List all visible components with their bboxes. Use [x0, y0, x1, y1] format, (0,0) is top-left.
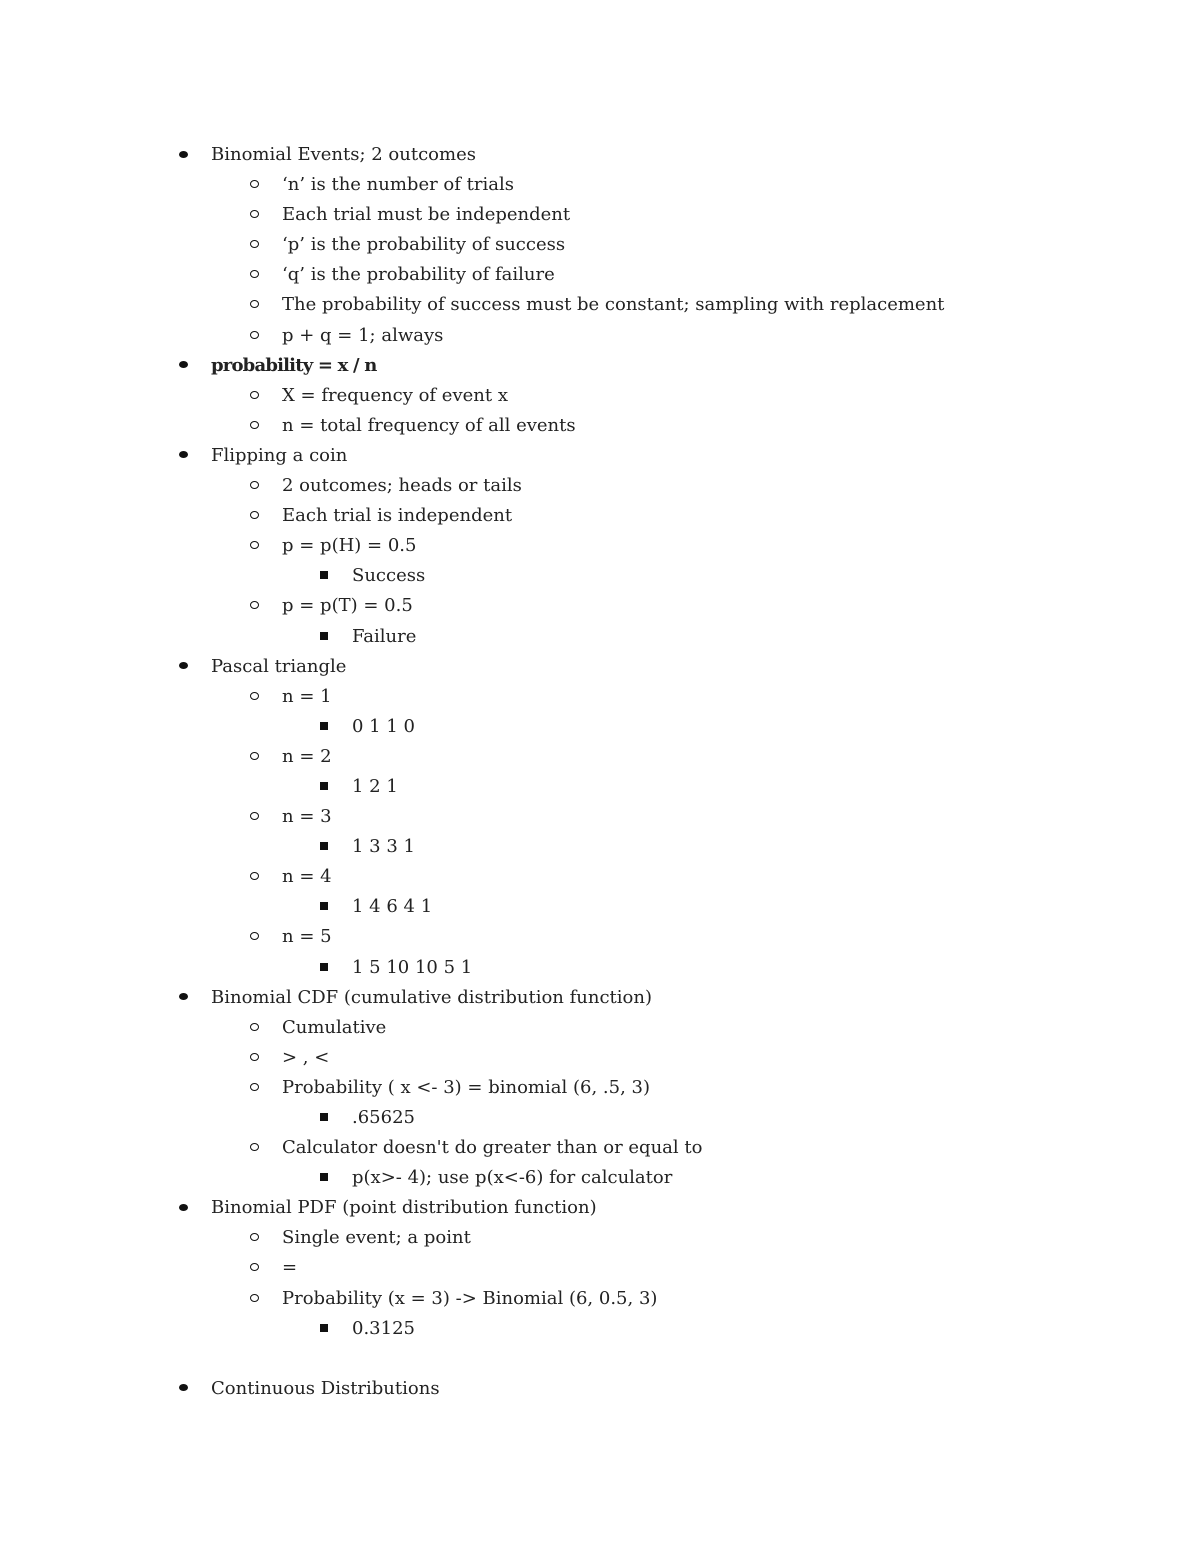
list-item-text: Cumulative	[282, 1016, 387, 1038]
list-item-text: p = p(T) = 0.5	[282, 595, 413, 617]
list-item-text: Binomial Events; 2 outcomes	[211, 144, 476, 165]
list-item-level-3	[0, 892, 1200, 922]
bullet-mark	[320, 1324, 328, 1332]
list-item-level-1	[0, 652, 1200, 682]
square-bullet-icon	[314, 561, 334, 591]
list-item-text: ‘n’ is the number of trials	[282, 174, 514, 196]
list-item-text: 1 4 6 4 1	[352, 896, 433, 918]
hollow-circle-bullet-icon	[244, 682, 264, 712]
hollow-circle-bullet-icon	[244, 381, 264, 411]
list-item-level-2	[0, 862, 1200, 892]
list-item-text: The probability of success must be constant; sampling with replacement	[282, 294, 945, 316]
hollow-circle-bullet-icon	[244, 501, 264, 531]
list-item-level-2	[0, 802, 1200, 832]
list-item-level-2	[0, 1223, 1200, 1253]
list-item-level-3	[0, 832, 1200, 862]
hollow-circle-bullet-icon	[244, 1223, 264, 1253]
list-item-text: Failure	[352, 625, 417, 647]
list-item-text: > , <	[282, 1046, 330, 1068]
bullet-mark	[250, 481, 259, 489]
hollow-circle-bullet-icon	[244, 200, 264, 230]
bullet-mark	[250, 331, 259, 339]
list-item-text: Flipping a coin	[211, 444, 348, 466]
bullet-mark	[250, 1053, 259, 1061]
square-bullet-icon	[314, 1103, 334, 1133]
bullet-mark	[250, 692, 259, 700]
bullet-mark	[250, 511, 259, 519]
list-item-level-3	[0, 561, 1200, 591]
blank-line	[0, 1344, 1200, 1374]
square-bullet-icon	[314, 953, 334, 983]
list-item-text: n = 3	[282, 806, 332, 828]
list-item-level-2	[0, 501, 1200, 531]
list-item-text: .65625	[352, 1107, 415, 1128]
bullet-mark	[250, 1023, 259, 1031]
hollow-circle-bullet-icon	[244, 1253, 264, 1283]
list-item-text: 1 2 1	[352, 775, 398, 797]
list-item-level-2	[0, 1043, 1200, 1073]
square-bullet-icon	[314, 1163, 334, 1193]
bullet-mark	[179, 662, 188, 669]
hollow-circle-bullet-icon	[244, 1284, 264, 1314]
bullet-mark	[179, 1204, 188, 1211]
list-item-text: n = 2	[282, 745, 332, 767]
bullet-mark	[250, 541, 259, 549]
list-item-level-3	[0, 1103, 1200, 1133]
list-item-text: 2 outcomes; heads or tails	[282, 475, 522, 497]
list-item-level-2	[0, 471, 1200, 501]
list-item-level-2	[0, 1073, 1200, 1103]
square-bullet-icon	[314, 712, 334, 742]
hollow-circle-bullet-icon	[244, 471, 264, 501]
hollow-circle-bullet-icon	[244, 531, 264, 561]
bullet-mark	[250, 752, 259, 760]
list-item-text: =	[282, 1257, 298, 1279]
bullet-mark	[320, 963, 328, 971]
hollow-circle-bullet-icon	[244, 260, 264, 290]
list-item-text: Probability ( x <- 3) = binomial (6, .5, 3)	[282, 1076, 650, 1098]
list-item-text: n = total frequency of all events	[282, 414, 576, 436]
bullet-mark	[179, 451, 188, 458]
list-item-level-2	[0, 1013, 1200, 1043]
list-item-level-1	[0, 983, 1200, 1013]
bullet-mark	[250, 1263, 259, 1271]
filled-circle-bullet-icon	[173, 1193, 193, 1223]
bullet-mark	[250, 1083, 259, 1091]
hollow-circle-bullet-icon	[244, 802, 264, 832]
list-item-text: ‘q’ is the probability of failure	[282, 264, 555, 286]
bullet-mark	[250, 391, 259, 399]
list-item-text: Continuous Distributions	[211, 1377, 440, 1399]
list-item-level-1	[0, 1374, 1200, 1404]
list-item-level-1	[0, 140, 1200, 170]
hollow-circle-bullet-icon	[244, 1013, 264, 1043]
bullet-mark	[250, 601, 259, 609]
list-item-text: p(x>- 4); use p(x<-6) for calculator	[352, 1167, 673, 1189]
list-item-level-2	[0, 591, 1200, 621]
square-bullet-icon	[314, 1314, 334, 1344]
hollow-circle-bullet-icon	[244, 170, 264, 200]
bullet-mark	[179, 993, 188, 1000]
list-item-level-1	[0, 441, 1200, 471]
list-item-text: Binomial CDF (cumulative distribution function)	[211, 986, 652, 1008]
bullet-mark	[250, 240, 259, 248]
square-bullet-icon	[314, 832, 334, 862]
list-item-level-3	[0, 1163, 1200, 1193]
bullet-mark	[250, 812, 259, 820]
list-item-level-2	[0, 1284, 1200, 1314]
bullet-mark	[320, 571, 328, 579]
list-item-text: ‘p’ is the probability of success	[282, 234, 566, 256]
list-item-text: 0.3125	[352, 1317, 415, 1339]
list-item-level-2	[0, 1253, 1200, 1283]
list-item-text: Each trial must be independent	[282, 204, 571, 226]
hollow-circle-bullet-icon	[244, 742, 264, 772]
list-item-text: Pascal triangle	[211, 655, 347, 677]
bullet-mark	[179, 151, 188, 158]
bullet-mark	[250, 872, 259, 880]
bullet-mark	[320, 782, 328, 790]
bullet-mark	[179, 361, 188, 368]
list-item-text: probability = x / n	[211, 354, 377, 376]
list-item-level-1	[0, 1193, 1200, 1223]
filled-circle-bullet-icon	[173, 140, 193, 170]
square-bullet-icon	[314, 622, 334, 652]
list-item-text: Single event; a point	[282, 1227, 471, 1249]
square-bullet-icon	[314, 772, 334, 802]
hollow-circle-bullet-icon	[244, 1133, 264, 1163]
list-item-level-3	[0, 953, 1200, 983]
document-page	[0, 140, 1200, 1404]
hollow-circle-bullet-icon	[244, 1073, 264, 1103]
bullet-mark	[320, 632, 328, 640]
list-item-level-2	[0, 922, 1200, 952]
square-bullet-icon	[314, 892, 334, 922]
list-item-level-2	[0, 411, 1200, 441]
filled-circle-bullet-icon	[173, 1374, 193, 1404]
bullet-mark	[250, 1294, 259, 1302]
list-item-text: 1 5 10 10 5 1	[352, 956, 473, 978]
bullet-mark	[250, 932, 259, 940]
bullet-mark	[250, 300, 259, 308]
bullet-mark	[320, 1113, 328, 1121]
hollow-circle-bullet-icon	[244, 411, 264, 441]
bullet-mark	[179, 1384, 188, 1391]
list-item-text: Probability (x = 3) -> Binomial (6, 0.5, 3)	[282, 1287, 658, 1309]
list-item-level-3	[0, 772, 1200, 802]
list-item-text: n = 1	[282, 685, 332, 707]
hollow-circle-bullet-icon	[244, 321, 264, 351]
hollow-circle-bullet-icon	[244, 862, 264, 892]
list-item-text: Success	[352, 565, 426, 587]
filled-circle-bullet-icon	[173, 351, 193, 381]
hollow-circle-bullet-icon	[244, 1043, 264, 1073]
filled-circle-bullet-icon	[173, 652, 193, 682]
bullet-mark	[250, 180, 259, 188]
list-item-level-2	[0, 200, 1200, 230]
bullet-mark	[320, 902, 328, 910]
list-item-text: Binomial PDF (point distribution function)	[211, 1197, 597, 1219]
list-item-text: X = frequency of event x	[282, 384, 508, 406]
list-item-text: 0 1 1 0	[352, 715, 415, 737]
list-item-level-2	[0, 230, 1200, 260]
bullet-mark	[250, 1233, 259, 1241]
bullet-mark	[250, 210, 259, 218]
list-item-text: Each trial is independent	[282, 505, 513, 527]
list-item-level-2	[0, 1133, 1200, 1163]
bullet-mark	[250, 421, 259, 429]
bullet-mark	[320, 722, 328, 730]
bullet-mark	[250, 270, 259, 278]
bullet-mark	[320, 1173, 328, 1181]
list-item-level-2	[0, 170, 1200, 200]
list-item-text: Calculator doesn't do greater than or equal to	[282, 1137, 703, 1159]
hollow-circle-bullet-icon	[244, 591, 264, 621]
list-item-text: p = p(H) = 0.5	[282, 535, 417, 557]
bullet-mark	[320, 842, 328, 850]
list-item-level-2	[0, 742, 1200, 772]
filled-circle-bullet-icon	[173, 983, 193, 1013]
list-item-text: p + q = 1; always	[282, 324, 444, 346]
list-item-level-2	[0, 381, 1200, 411]
list-item-level-3	[0, 712, 1200, 742]
list-item-level-2	[0, 531, 1200, 561]
hollow-circle-bullet-icon	[244, 290, 264, 320]
bullet-mark	[250, 1143, 259, 1151]
list-item-text: n = 5	[282, 926, 332, 948]
list-item-level-2	[0, 290, 1200, 320]
list-item-text: n = 4	[282, 866, 332, 888]
list-item-level-3	[0, 1314, 1200, 1344]
list-item-level-2	[0, 321, 1200, 351]
list-item-text: 1 3 3 1	[352, 836, 415, 858]
list-item-level-1	[0, 351, 1200, 381]
list-item-level-2	[0, 260, 1200, 290]
filled-circle-bullet-icon	[173, 441, 193, 471]
list-item-level-3	[0, 622, 1200, 652]
hollow-circle-bullet-icon	[244, 230, 264, 260]
hollow-circle-bullet-icon	[244, 922, 264, 952]
list-item-level-2	[0, 682, 1200, 712]
